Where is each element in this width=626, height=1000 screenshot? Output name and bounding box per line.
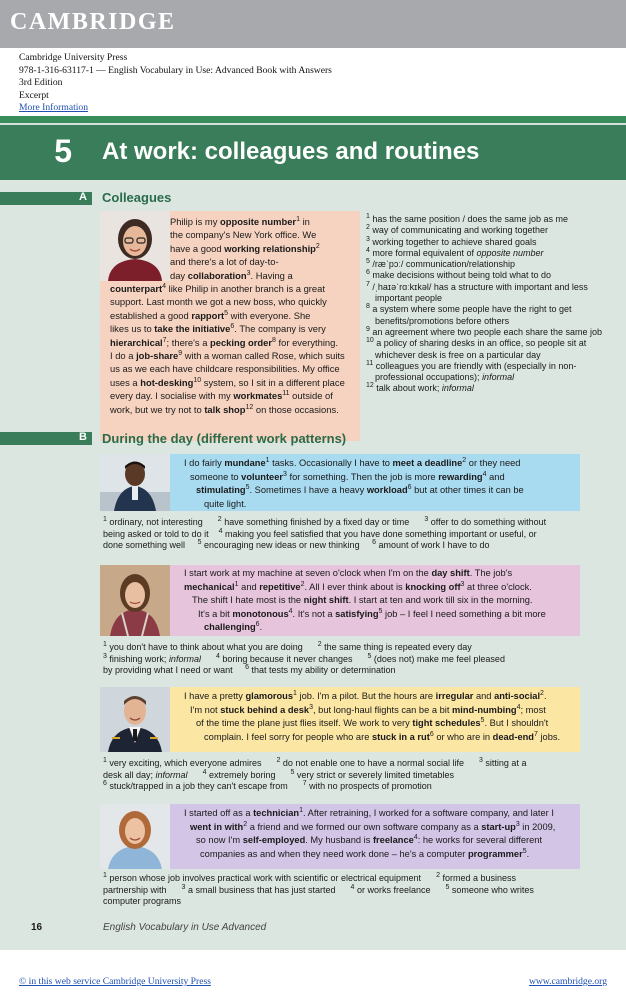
book-page: [0, 116, 626, 950]
unit-number: 5: [0, 125, 84, 180]
excerpt-label: Excerpt: [19, 89, 49, 101]
page-number: 16: [31, 922, 43, 933]
colleagues-paragraph: Philip is my opposite number$^1$ in the company's New York office. We have a good working relationship$^2$ and there's a lot of day-to- day collaboration$^3$. Having a counterpart$^4$ like Philip in another branch is a great support. Last month we got a new boss, who quickly established a good rapport$^5$ with everyone. She likes us to take the initiative$^6$. The company is very hierarchical$^7$; there's a pecking order$^8$ for everything. I do a job-share$^9$ with a woman called Rose, which suits us as we each have childcare responsibilities. My office uses a hot-desking$^{10}$ system, so I sit in a different place every day. I socialise with my workmates$^{11}$ outside of work, but we try not to talk shop$^{12}$ on those occasions.: [110, 215, 345, 415]
cambridge-banner: [0, 0, 626, 48]
technician-glossary: $^1$ person whose job involves practical work with scientific or electrical equipment $^2$ formed a business partnership with $^3$ a small business that has just started $^4$ or works freelance $^5$ someone who writes computer programs: [103, 872, 534, 906]
office-worker-photo: [100, 454, 170, 511]
page-footer: [19, 976, 607, 987]
more-information-link[interactable]: More Information: [19, 102, 89, 113]
publisher: Cambridge University Press: [19, 52, 128, 63]
pilot-glossary: $^1$ very exciting, which everyone admires $^2$ do not enable one to have a normal social life $^3$ sitting at a desk all day; informal $^4$ extremely boring $^5$ very strict or severely limited timetables $^6$ stuck/trapped in a job they can't escape from $^7$ with no prospects of promotion: [103, 757, 527, 791]
section-b-letter: B: [79, 431, 87, 443]
technician-text: I started off as a technician$^1$. After retraining, I worked for a software company, and later I went in with$^2$ a friend and we formed our own software company as a start-$up^3$ in 2009, so now I'm self-employed. My husband is freelance$^4$: he works for several different companies as and when they need work done – he's a computer programmer$^5$.: [184, 806, 556, 859]
cambridge-site-link[interactable]: www.cambridge.org: [528, 976, 607, 987]
factory-worker-photo: [100, 565, 170, 636]
businesswoman-photo: [100, 804, 170, 869]
pilot-photo: [100, 687, 170, 752]
unit-header: [0, 116, 626, 180]
book-title: English Vocabulary in Use Advanced: [103, 922, 267, 933]
unit-header-stripe: [0, 116, 626, 123]
mundane-tasks-text: I do fairly mundane$^1$ tasks. Occasionally I have to meet a deadline$^2$ or they need someone to volunteer$^3$ for something. Then the job is more rewarding$^4$ and stimulating$^5$. Sometimes I have a heavy workload$^6$ but at other times it can be quite light.: [184, 456, 524, 509]
section-b-title: During the day (different work patterns): [102, 431, 347, 446]
day-shift-glossary: $^1$ you don't have to think about what you are doing $^2$ the same thing is repeated every day $^3$ finishing work; informal $^4$ boring because it never changes $^5$ (does not) make me feel pleased by providing what I need or want $^6$ that tests my ability or determination: [103, 641, 505, 675]
mundane-tasks-glossary: $^1$ ordinary, not interesting $^2$ have something finished by a fixed day or time $^3$ offer to do something without being asked or told to do it $^4$ making you feel satisfied that you have done something important or useful, or done something well $^5$ encouraging new ideas or new thinking $^6$ amount of work I have to do: [103, 516, 547, 550]
day-shift-text: I start work at my machine at seven o'clock when I'm on the day shift. The job's mechanical$^1$ and repetitive$^2$. All I ever think about is knocking off$^3$ at three o'clock. The shift I hate most is the night shift. I start at ten and work till six in the morning. It's a bit monotonous$^4$. It's not a satisfying$^5$ job – I feel I need something a bit more challenging$^6$.: [184, 568, 546, 633]
cambridge-logo: CAMBRIDGE: [10, 9, 176, 35]
edition: 3rd Edition: [19, 77, 63, 88]
section-a-letter: A: [79, 191, 87, 203]
section-b-marker: [0, 432, 92, 445]
pilot-text: I have a pretty glamorous$^1$ job. I'm a pilot. But the hours are irregular and anti-social$^2$. I'm not stuck behind a desk$^3$, but long-haul flights can be a bit mind-numbing$^4$; most of the time the plane just flies itself. We work to very tight schedules$^5$. But I shouldn't complain. I feel sorry for people who are stuck in a rut$^6$ or who are in dead-end$^7$ jobs.: [184, 689, 561, 742]
colleagues-definitions: $^1$ has the same position / does the same job as me $^2$ way of communicating and working together $^3$ working together to achieve shared goals $^4$ more formal equivalent of opposite number $^5$ /ræˈpɔː/ communication/relationship $^6$ make decisions without being told what to do $^7$ /ˌhaɪəˈrɑːkɪkəl/ has a structure with important and less important people $^8$ a system where some people have the right to get benefits/promotions before others $^9$ an agreement where two people each share the same job $^{10}$ a policy of sharing desks in an office, so people sit at whichever desk is free on a particular day $^{11}$ colleagues you are friendly with (especially in non-professional occupations); informal $^{12}$ talk about work; informal: [366, 213, 603, 394]
unit-title: At work: colleagues and routines: [84, 125, 626, 180]
citation-header: [19, 52, 332, 115]
copyright-link[interactable]: © in this web service Cambridge University Press: [19, 976, 211, 987]
isbn-line: 978-1-316-63117-1 — English Vocabulary in Use: Advanced Book with Answers: [19, 64, 332, 76]
section-a-title: Colleagues: [102, 190, 172, 205]
section-a-marker: [0, 192, 92, 205]
